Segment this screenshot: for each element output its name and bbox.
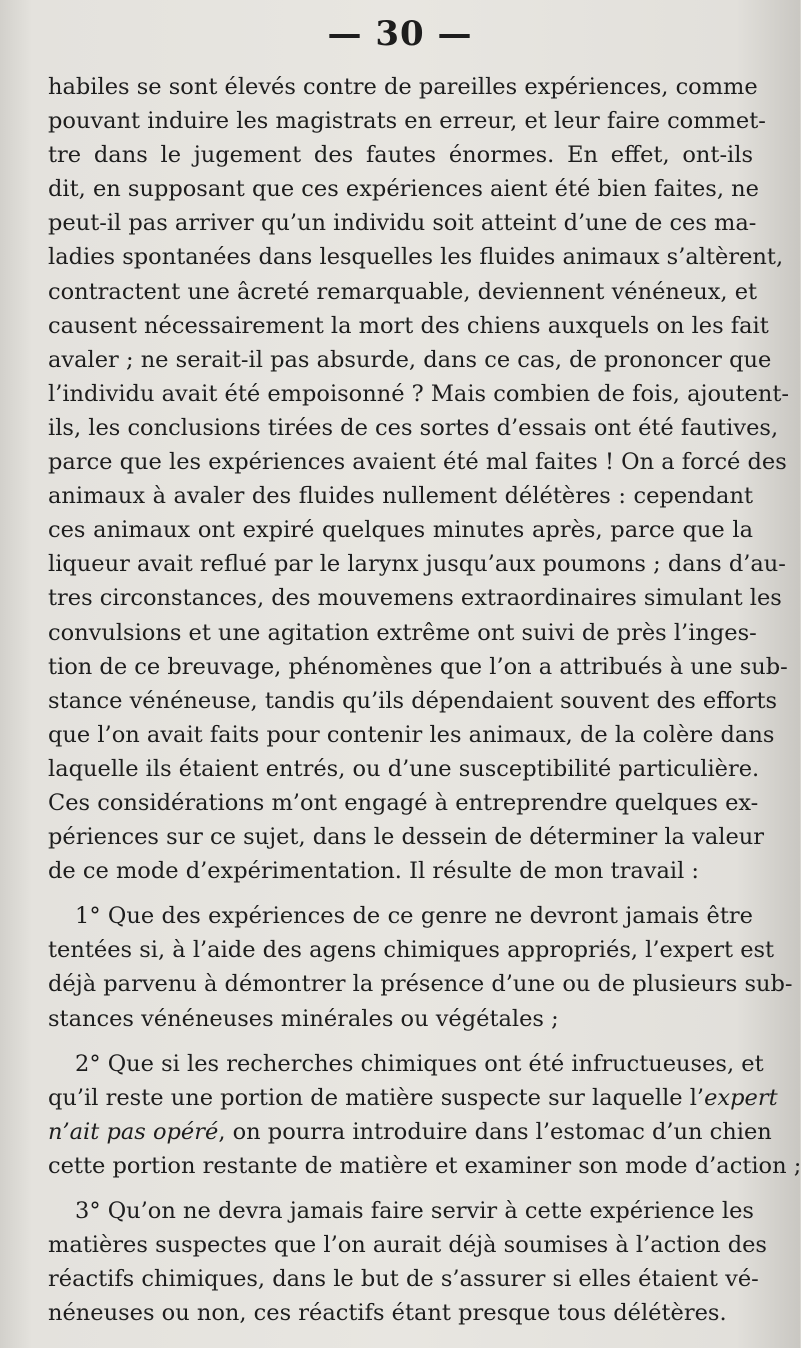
text-line: périences sur ce sujet, dans le dessein de déterminer la valeur — [48, 824, 765, 851]
paragraph-gap — [48, 1036, 753, 1047]
text-line — [48, 1115, 772, 1149]
text-line: dit, en supposant que ces expériences aient été bien faites, ne — [48, 176, 759, 203]
text-line: pouvant induire les magistrats en erreur, et leur faire commet- — [48, 108, 766, 135]
text-line: habiles se sont élevés contre de pareilles expériences, comme — [48, 74, 758, 100]
text-run: , on pourra introduire dans l’estomac d’un chien — [218, 1118, 772, 1145]
text-run: qu’il reste une portion de matière suspecte sur laquelle l’ — [48, 1084, 705, 1111]
text-line: Ces considérations m’ont engagé à entreprendre quelques ex- — [48, 789, 759, 816]
italic-run: n’ait pas opéré — [48, 1118, 219, 1145]
italic-run: expert — [704, 1084, 778, 1111]
text-line: causent nécessairement la mort des chiens auxquels on les fait — [48, 312, 769, 339]
text-line: parce que les expériences avaient été mal faites ! On a forcé des — [48, 449, 787, 476]
text-line: 3° Qu’on ne devra jamais faire servir à cette expérience les — [75, 1198, 754, 1224]
page-body — [48, 70, 801, 1330]
text-line: stance vénéneuse, tandis qu’ils dépendaient souvent des efforts — [48, 687, 778, 714]
text-line: liqueur avait reflué par le larynx jusqu’aux poumons ; dans d’au- — [48, 551, 786, 578]
text-line: ils, les conclusions tirées de ces sortes d’essais ont été fautives, — [48, 414, 779, 441]
text-line: tre dans le jugement des fautes énormes. En effet, ont-ils — [48, 142, 753, 169]
paragraph-gap — [48, 888, 753, 899]
text-line: avaler ; ne serait-il pas absurde, dans ce cas, de prononcer que — [48, 346, 772, 373]
text-line: ces animaux ont expiré quelques minutes après, parce que la — [48, 517, 753, 544]
page-number: — 30 — — [327, 14, 473, 54]
text-line: réactifs chimiques, dans le but de s’assurer si elles étaient vé- — [48, 1266, 759, 1293]
text-line: néneuses ou non, ces réactifs étant presque tous délétères. — [48, 1300, 727, 1327]
text-line: déjà parvenu à démontrer la présence d’une ou de plusieurs sub- — [48, 971, 793, 998]
paragraph-gap — [48, 1183, 753, 1194]
text-line: tentées si, à l’aide des agens chimiques appropriés, l’expert est — [48, 937, 775, 964]
list-item-3 — [48, 1194, 767, 1330]
text-line — [48, 1081, 778, 1115]
text-line: convulsions et une agitation extrême ont suivi de près l’inges- — [48, 619, 757, 646]
text-line: que l’on avait faits pour contenir les animaux, de la colère dans — [48, 721, 775, 748]
text-line: l’individu avait été empoisonné ? Mais combien de fois, ajoutent- — [48, 380, 789, 407]
text-line: peut-il pas arriver qu’un individu soit atteint d’une de ces ma- — [48, 210, 757, 237]
text-line: stances vénéneuses minérales ou végétales ; — [48, 1005, 559, 1032]
text-line: tion de ce breuvage, phénomènes que l’on a attribués à une sub- — [48, 653, 788, 680]
text-line: cette portion restante de matière et examiner son mode d’action ; — [48, 1152, 801, 1179]
text-line: 1° Que des expériences de ce genre ne devront jamais être — [75, 903, 753, 930]
text-line: matières suspectes que l’on aurait déjà soumises à l’action des — [48, 1232, 767, 1259]
text-line: laquelle ils étaient entrés, ou d’une susceptibilité particulière. — [48, 755, 760, 782]
text-line: de ce mode d’expérimentation. Il résulte de mon travail : — [48, 858, 700, 885]
list-item-1 — [48, 899, 793, 1035]
list-item-2 — [48, 1047, 801, 1183]
text-line: tres circonstances, des mouvemens extraordinaires simulant les — [48, 585, 782, 612]
text-line: contractent une âcreté remarquable, deviennent vénéneux, et — [48, 278, 758, 305]
text-line: ladies spontanées dans lesquelles les fluides animaux s’altèrent, — [48, 244, 784, 271]
text-line: 2° Que si les recherches chimiques ont été infructueuses, et — [75, 1050, 764, 1077]
text-line: animaux à avaler des fluides nullement délétères : cependant — [48, 483, 753, 510]
paragraph-1 — [48, 70, 789, 888]
